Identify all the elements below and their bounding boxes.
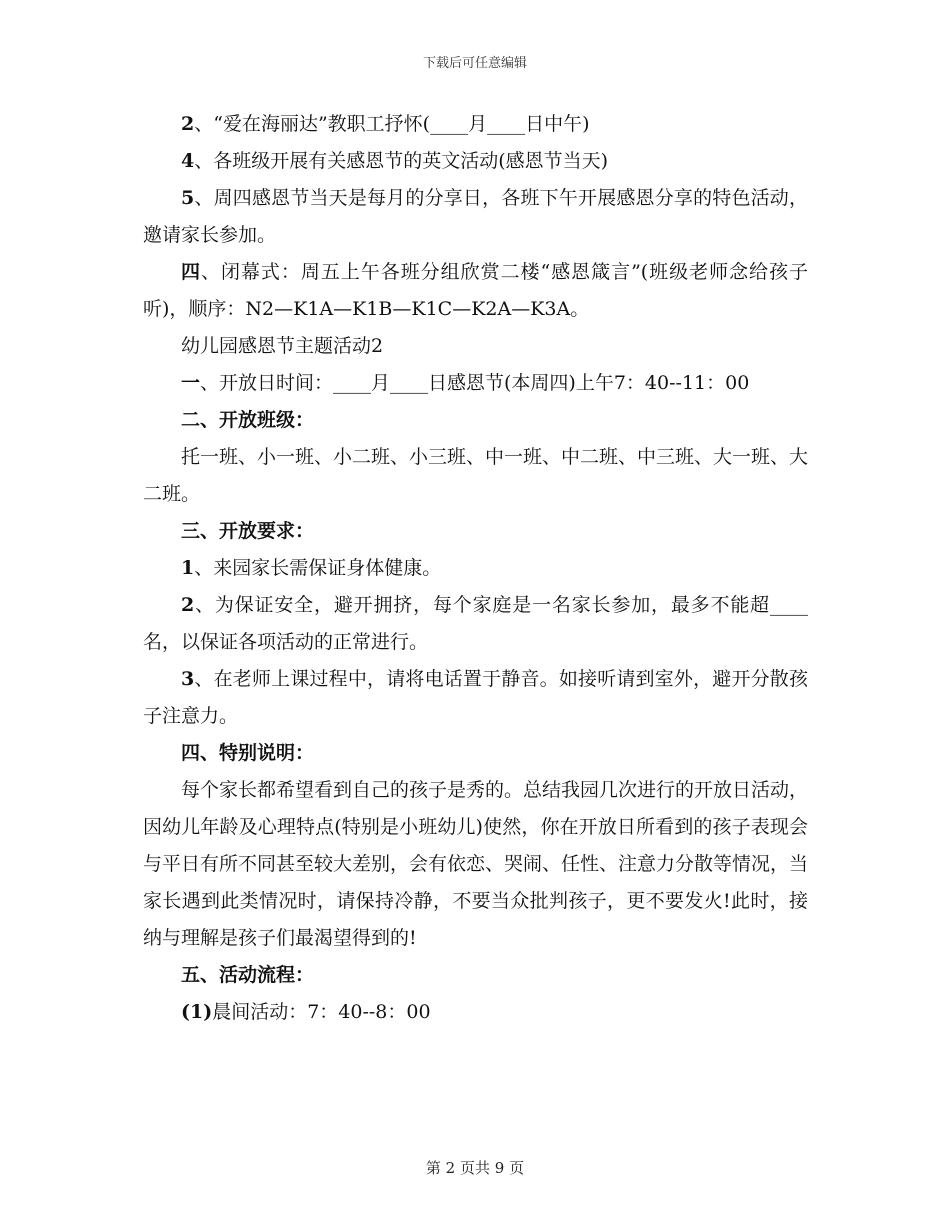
paragraph-text: 、各班级开展有关感恩节的英文活动(感恩节当天) [194,150,609,172]
section-4-closing-ceremony [143,254,808,328]
heading-text: 四、特别说明： [181,742,315,764]
list-item-5-sharing-day [143,180,808,254]
paragraph-text: 、开放日时间：____月____日感恩节(本周四)上午7：40--11：00 [200,372,750,394]
page-footer: 第 2 页共 9 页 [425,1159,525,1177]
item-number: 1 [181,557,195,579]
list-item-2-staff-reflection [143,106,808,143]
heading-special-notes [143,735,808,772]
paragraph-text: 、在老师上课过程中，请将电话置于静音。如接听请到室外，避开分散孩子注意力。 [143,668,808,727]
requirement-3 [143,661,808,735]
heading-activity-flow [143,957,808,994]
item-number: (1) [181,1001,213,1023]
paragraph-text: 幼儿园感恩节主题活动2 [181,335,384,357]
heading-text: 三、开放要求： [181,520,315,542]
paragraph-text: 托一班、小一班、小二班、小三班、中一班、中二班、中三班、大一班、大二班。 [143,446,809,505]
paragraph-text: 每个家长都希望看到自己的孩子是秀的。总结我园几次进行的开放日活动，因幼儿年龄及心理特点(特别是小班幼儿)使然，你在开放日所看到的孩子表现会与平日有所不同甚至较大差别，会有依恋、哭闹、任性、注意力分散等情况，当家长遇到此类情况时，请保持冷静，不要当众批判孩子，更不要发火!此时，接纳与理解是孩子们最渴望得到的! [143,779,809,949]
heading-open-requirements [143,513,808,550]
item-number: 2 [181,594,195,616]
item-number: 5 [181,187,195,209]
item-number: 2 [181,113,195,135]
paragraph-text: 、“爱在海丽达”教职工抒怀(____月____日中午) [194,113,590,135]
page-header: 下载后可任意编辑 [422,56,527,71]
requirement-2 [143,587,808,661]
flow-item-1-morning [143,994,808,1031]
section-number: 一 [181,372,201,394]
list-item-4-english-activity [143,143,808,180]
heading-open-classes [143,402,808,439]
item-number: 3 [181,668,195,690]
section-number: 四 [181,261,201,283]
paragraph-text: 晨间活动：7：40--8：00 [212,1001,431,1023]
paragraph-text: 、来园家长需保证身体健康。 [194,557,442,579]
document-body [143,106,808,1031]
section-1-open-day-time [143,365,808,402]
heading-text: 五、活动流程： [181,964,315,986]
heading-text: 二、开放班级： [181,409,315,431]
item-number: 4 [181,150,195,172]
section-title-activity-2 [143,328,808,365]
class-list [143,439,808,513]
paragraph-text: 、为保证安全，避开拥挤，每个家庭是一名家长参加，最多不能超____名，以保证各项活动的正常进行。 [143,594,808,653]
requirement-1 [143,550,808,587]
special-notes-paragraph [143,772,808,957]
paragraph-text: 、闭幕式：周五上午各班分组欣赏二楼“感恩箴言”(班级老师念给孩子听)，顺序：N2—K1A—K1B—K1C—K2A—K3A。 [143,261,808,320]
paragraph-text: 、周四感恩节当天是每月的分享日，各班下午开展感恩分享的特色活动，邀请家长参加。 [143,187,808,246]
